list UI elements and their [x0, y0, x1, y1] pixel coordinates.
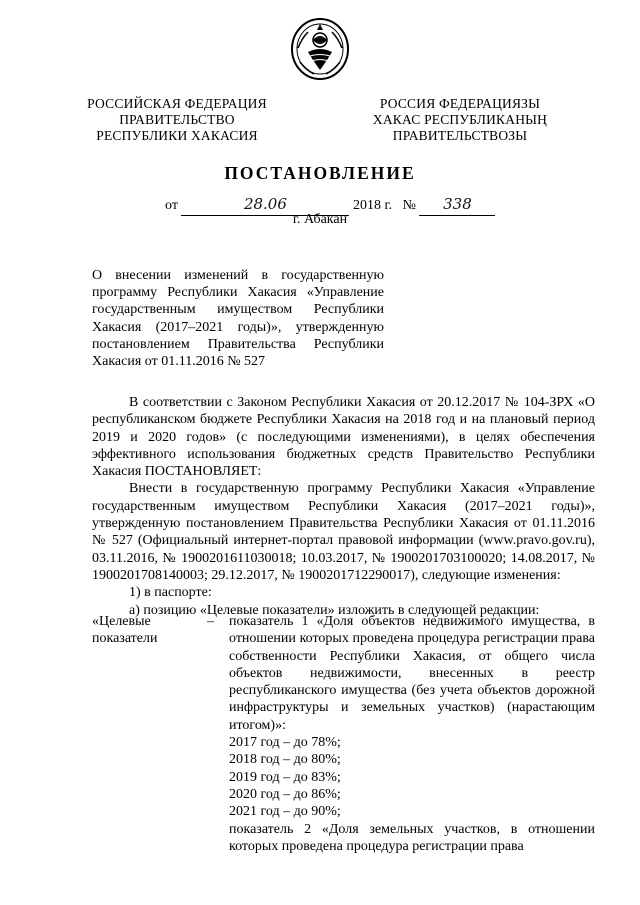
- body-paragraph: Внести в государственную программу Республики Хакасия «Управление государственным имуществом Республики Хакасия (2017–2021 годы)», утвержденную постановлением Правительства Республики Хакасия от 01.11.2016 № 527 (Официальный интернет-портал правовой информации (www.pravo.gov.ru), 03.11.2016, № 1900201611030018; 10.03.2017, № 1900201703100020; 14.08.2017, № 1900201708140003; 29.12.2017, № 1900201712290017), следующие изменения:: [92, 481, 595, 583]
- body-paragraph: а) позицию «Целевые показатели» изложить в следующей редакции:: [129, 602, 540, 618]
- indicator-2: показатель 2 «Доля земельных участков, в отношении которых проведена процедура регистрации права: [229, 821, 595, 854]
- body-paragraph: 1) в паспорте:: [129, 585, 212, 601]
- header-left: [57, 96, 297, 144]
- targets-label-line: «Целевые: [92, 614, 151, 629]
- year-value: 2019 год – до 83%;: [229, 769, 341, 785]
- date-year: 2018 г.: [352, 198, 393, 213]
- coat-of-arms-emblem: [290, 18, 350, 82]
- body-text: [92, 394, 595, 619]
- handwritten-number: 338: [443, 195, 472, 213]
- date-prefix: от: [165, 198, 178, 213]
- handwritten-date: 28.06: [243, 195, 287, 213]
- year-value: 2017 год – до 78%;: [229, 735, 341, 751]
- header-right: [340, 96, 580, 144]
- header-left-line: РЕСПУБЛИКИ ХАКАСИЯ: [96, 128, 258, 143]
- year-value: 2018 год – до 80%;: [229, 752, 341, 768]
- document-title: ПОСТАНОВЛЕНИЕ: [224, 163, 416, 183]
- city: г. Абакан: [292, 212, 348, 227]
- year-value: 2020 год – до 86%;: [229, 786, 341, 802]
- targets-values: [229, 613, 595, 855]
- targets-label-line: показатели: [92, 631, 158, 647]
- subject-heading: О внесении изменений в государственную программу Республики Хакасия «Управление государственным имуществом Республики Хакасия (2017–2021 годы)», утвержденную постановлением Правительства Республики Хакасия от 01.11.2016 № 527: [92, 268, 384, 370]
- targets-label: [92, 613, 202, 648]
- header-right-line: РОССИЯ ФЕДЕРАЦИЯЗЫ: [379, 96, 541, 111]
- header-left-line: ПРАВИТЕЛЬСТВО: [119, 112, 235, 127]
- year-value: 2021 год – до 90%;: [229, 804, 341, 820]
- targets-dash: –: [207, 614, 214, 629]
- body-paragraph: В соответствии с Законом Республики Хакасия от 20.12.2017 № 104-ЗРХ «О республиканском бюджете Республики Хакасия на 2018 год и на плановый период 2019 и 2020 годов» (с последующими изменениями), в целях обеспечения эффективного использования бюджетных средств Правительство Республики Хакасия ПОСТАНОВЛЯЕТ:: [92, 395, 595, 480]
- header-right-line: ХАКАС РЕСПУБЛИКАНЫҢ: [372, 112, 548, 127]
- header-right-line: ПРАВИТЕЛЬСТВОЗЫ: [392, 128, 528, 143]
- header-left-line: РОССИЙСКАЯ ФЕДЕРАЦИЯ: [87, 96, 267, 111]
- indicator-1: показатель 1 «Доля объектов недвижимого имущества, в отношении которых проведена процедура регистрации права собственности Республики Хакасия, от общего числа объектов недвижимости, внесенных в реестр республиканского имущества (без учета объектов дорожной инфраструктуры и земельных участков) (нарастающим итогом)»:: [229, 614, 595, 733]
- number-sign: №: [402, 198, 416, 213]
